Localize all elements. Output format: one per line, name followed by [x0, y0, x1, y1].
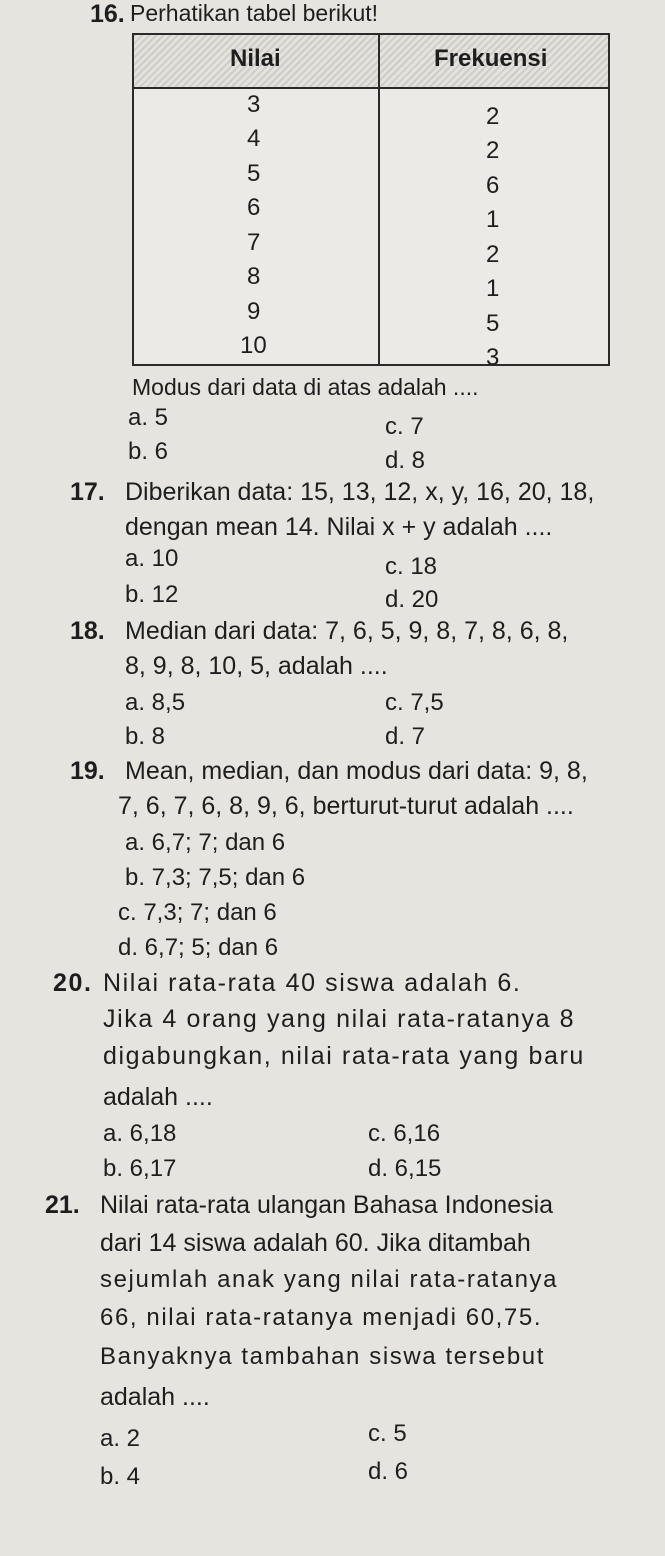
q16-option-c[interactable]: c. 7 [385, 413, 424, 440]
table-cell-nilai: 9 [247, 298, 261, 325]
q17-option-b[interactable]: b. 12 [125, 581, 179, 608]
q18-option-a[interactable]: a. 8,5 [125, 689, 186, 716]
q20-line-4: adalah .... [103, 1083, 213, 1111]
q21-line-6: adalah .... [100, 1383, 210, 1411]
q20-option-d[interactable]: d. 6,15 [368, 1155, 442, 1182]
table-cell-frekuensi: 2 [486, 103, 500, 130]
q16-intro: Perhatikan tabel berikut! [130, 0, 379, 26]
q21-number: 21. [45, 1191, 80, 1219]
q18-option-d[interactable]: d. 7 [385, 723, 426, 750]
q17-option-c[interactable]: c. 18 [385, 553, 438, 580]
q19-option-c[interactable]: c. 7,3; 7; dan 6 [118, 899, 277, 926]
q17-option-a[interactable]: a. 10 [125, 545, 179, 572]
table-cell-frekuensi: 5 [486, 310, 500, 337]
q19-line-2: 7, 6, 7, 6, 8, 9, 6, berturut-turut adalah .... [118, 792, 574, 820]
table-cell-nilai: 5 [247, 160, 261, 187]
q16-question: Modus dari data di atas adalah .... [132, 374, 479, 400]
q16-number: 16. [90, 0, 125, 28]
table-header-nilai: Nilai [230, 45, 281, 72]
q19-option-b[interactable]: b. 7,3; 7,5; dan 6 [125, 864, 306, 891]
q18-number: 18. [70, 617, 105, 645]
frequency-table [132, 33, 610, 371]
q18-option-b[interactable]: b. 8 [125, 723, 166, 750]
q19-line-1: Mean, median, dan modus dari data: 9, 8, [125, 757, 588, 785]
q17-line-2: dengan mean 14. Nilai x + y adalah .... [125, 513, 553, 541]
q20-line-3: digabungkan, nilai rata-rata yang baru [103, 1042, 585, 1070]
table-cell-nilai: 10 [240, 332, 267, 359]
q16-option-d[interactable]: d. 8 [385, 447, 426, 474]
q21-option-c[interactable]: c. 5 [368, 1420, 407, 1447]
q21-option-b[interactable]: b. 4 [100, 1463, 141, 1490]
q20-line-2: Jika 4 orang yang nilai rata-ratanya 8 [103, 1005, 576, 1033]
q20-number: 20. [53, 969, 93, 997]
q19-option-d[interactable]: d. 6,7; 5; dan 6 [118, 934, 279, 961]
table-cell-nilai: 4 [247, 125, 261, 152]
q21-option-a[interactable]: a. 2 [100, 1425, 141, 1452]
table-cell-frekuensi: 1 [486, 206, 500, 233]
table-cell-frekuensi: 2 [486, 241, 500, 268]
q20-line-1: Nilai rata-rata 40 siswa adalah 6. [103, 969, 522, 997]
q21-line-5: Banyaknya tambahan siswa tersebut [100, 1343, 546, 1370]
q20-option-a[interactable]: a. 6,18 [103, 1120, 177, 1147]
table-cell-frekuensi: 2 [486, 137, 500, 164]
table-cell-frekuensi: 6 [486, 172, 500, 199]
table-cell-nilai: 8 [247, 263, 261, 290]
q20-option-c[interactable]: c. 6,16 [368, 1120, 441, 1147]
q19-option-a[interactable]: a. 6,7; 7; dan 6 [125, 829, 286, 856]
q16-option-b[interactable]: b. 6 [128, 438, 169, 465]
q21-line-1: Nilai rata-rata ulangan Bahasa Indonesia [100, 1191, 554, 1219]
q18-line-2: 8, 9, 8, 10, 5, adalah .... [125, 652, 388, 680]
table-cell-frekuensi: 1 [486, 275, 500, 302]
q21-line-3: sejumlah anak yang nilai rata-ratanya [100, 1266, 559, 1293]
table-cell-nilai: 3 [247, 91, 261, 118]
table-cell-frekuensi: 3 [486, 344, 500, 371]
q21-option-d[interactable]: d. 6 [368, 1458, 409, 1485]
q20-option-b[interactable]: b. 6,17 [103, 1155, 177, 1182]
q16-option-a[interactable]: a. 5 [128, 404, 169, 431]
q17-line-1: Diberikan data: 15, 13, 12, x, y, 16, 20, 18, [125, 478, 595, 506]
table-header-frekuensi: Frekuensi [434, 45, 548, 72]
q18-line-1: Median dari data: 7, 6, 5, 9, 8, 7, 8, 6, 8, [125, 617, 569, 645]
q17-number: 17. [70, 478, 105, 506]
table-cell-nilai: 7 [247, 229, 261, 256]
table-column-divider [378, 35, 380, 364]
q19-number: 19. [70, 757, 105, 785]
q21-line-4: 66, nilai rata-ratanya menjadi 60,75. [100, 1304, 543, 1331]
table-cell-nilai: 6 [247, 194, 261, 221]
q17-option-d[interactable]: d. 20 [385, 586, 439, 613]
q21-line-2: dari 14 siswa adalah 60. Jika ditambah [100, 1229, 531, 1257]
q18-option-c[interactable]: c. 7,5 [385, 689, 444, 716]
